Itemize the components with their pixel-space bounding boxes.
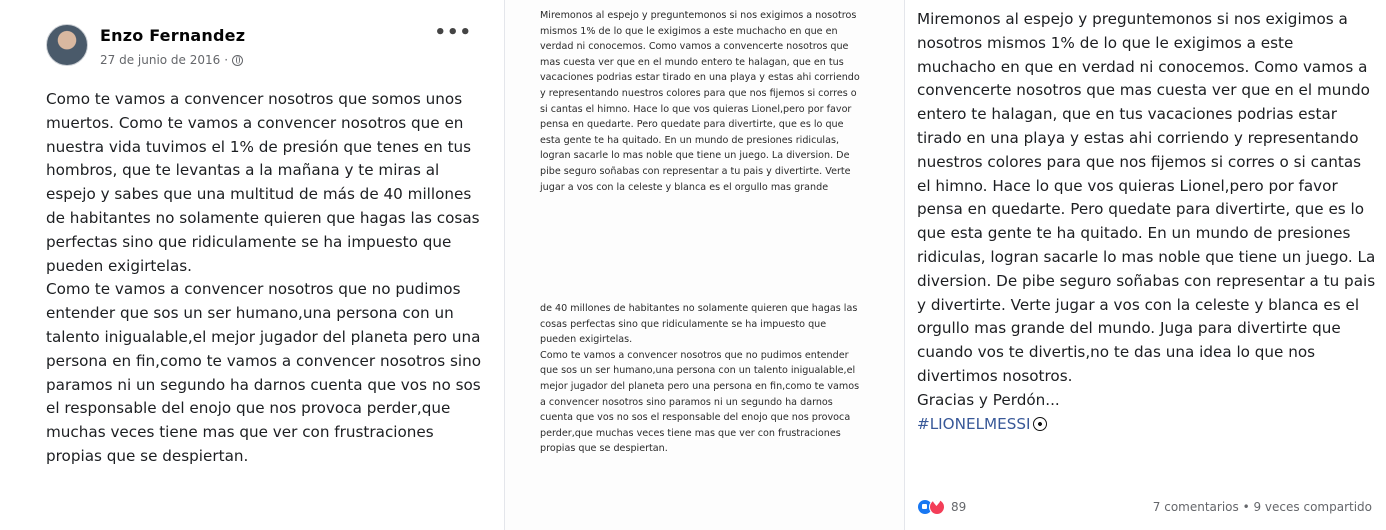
post-body-left [46,88,486,469]
left-post-panel [0,0,505,530]
middle-image-panel [505,0,905,530]
hashtag-link[interactable]: #LIONELMESSI [917,414,1031,433]
post-paragraph-3: Miremonos al espejo y preguntemonos si nos exigimos a nosotros mismos 1% de lo que le exigimos a este muchacho en que en verdad ni conocemos. Como vamos a convencerte nosotros que mas cuesta ver que en el mundo entero te halagan, que en tus vacaciones podrias estar tirado en una playa y estas ahi corriendo y representando nuestros colores para que nos fijemos si corres o si cantas el himno. Hace lo que vos quieras Lionel,pero por favor pensa en quedarte. Pero quedate para divertirte, que es lo que esta gente te ha quitado. En un mundo de presiones ridiculas, logran sacarle lo mas noble que tiene un juego. La diversion. De pibe seguro soñabas con representar a tu pais y divertirte. Verte jugar a vos con la celeste y blanca es el orgullo mas grande del mundo. Juga para divertirte que cuando vos te divertis,no te das una idea lo que nos divertimos nosotros. [917,10,1376,385]
middle-paragraph-top: Miremonos al espejo y preguntemonos si nos exigimos a nosotros mismos 1% de lo que le exigimos a este muchacho en que en verdad ni conocemos. Como vamos a convencerte nosotros que mas cuesta ver que en el mundo entero te halagan, que en tus vacaciones podrias estar tirado en una playa y estas ahi corriendo y representando nuestros colores para que nos fijemos si corres o si cantas el himno. Hace lo que vos quieras Lionel,pero por favor pensa en quedarte. Pero quedate para divertirte, que es lo que esta gente te ha quitado. En un mundo de presiones ridiculas, logran sacarle lo mas noble que tiene un juego. La diversion. De pibe seguro soñabas con representar a tu pais y divertirte. Verte jugar a vos con la celeste y blanca es el orgullo mas grande [540,10,860,193]
middle-paragraph-bottom-2: Como te vamos a convencer nosotros que no pudimos entender que sos un ser humano,una persona con un talento inigualable,el mejor jugador del planeta pero una persona en fin,como te vamos a convencer nosotros sino paramos ni un segundo ha darnos cuenta que vos no sos el responsable del enojo que nos provoca perder,que muchas veces tiene mas que ver con frustraciones propias que se despiertan. [540,349,860,455]
post-header [46,22,486,70]
soccer-ball-icon [1033,417,1047,431]
more-options-icon[interactable]: ••• [434,22,472,43]
globe-icon[interactable] [232,55,243,66]
post-paragraph-1: Como te vamos a convencer nosotros que somos unos muertos. Como te vamos a convencer nosotros que en nuestra vida tuvimos el 1% de presión que tenes en tus hombros, que te levantas a la mañana y te miras al espejo y sabes que una multitud de más de 40 millones de habitantes no solamente quieren que hagas las cosas perfectas sino que ridiculamente se ha impuesto que pueden exigirtelas. [46,90,480,275]
meta-separator: · [224,53,229,67]
middle-paragraph-bottom-1: de 40 millones de habitantes no solamente quieren que hagas las cosas perfectas sino que ridiculamente se ha impuesto que pueden exigirtelas. [540,303,858,346]
author-name[interactable]: Enzo Fernandez [100,26,246,45]
middle-text-bottom [540,301,860,457]
reactions-summary[interactable] [917,499,966,515]
post-paragraph-2: Como te vamos a convencer nosotros que no pudimos entender que sos un ser humano,una persona con un talento inigualable,el mejor jugador del planeta pero una persona en fin,como te vamos a convencer nosotros sino paramos ni un segundo ha darnos cuenta que vos no sos el responsable del enojo que nos provoca perder,que muchas veces tiene mas que ver con frustraciones propias que se despiertan. [46,280,482,465]
footer-stats [1153,500,1372,514]
post-footer [917,497,1372,519]
comments-link[interactable]: 7 comentarios [1152,500,1239,514]
reaction-count[interactable]: 89 [951,500,967,514]
post-meta [100,53,243,67]
post-date[interactable]: 27 de junio de 2016 [100,53,221,67]
stats-separator: • [1238,500,1254,514]
middle-text-top [540,8,860,195]
right-post-panel [905,0,1386,530]
post-closing: Gracias y Perdón... [917,390,1060,409]
shares-link[interactable]: 9 veces compartido [1253,500,1372,514]
post-body-right [917,8,1377,436]
love-reaction-icon [929,499,945,515]
avatar[interactable] [46,24,88,66]
hashtag-line [917,413,1377,437]
